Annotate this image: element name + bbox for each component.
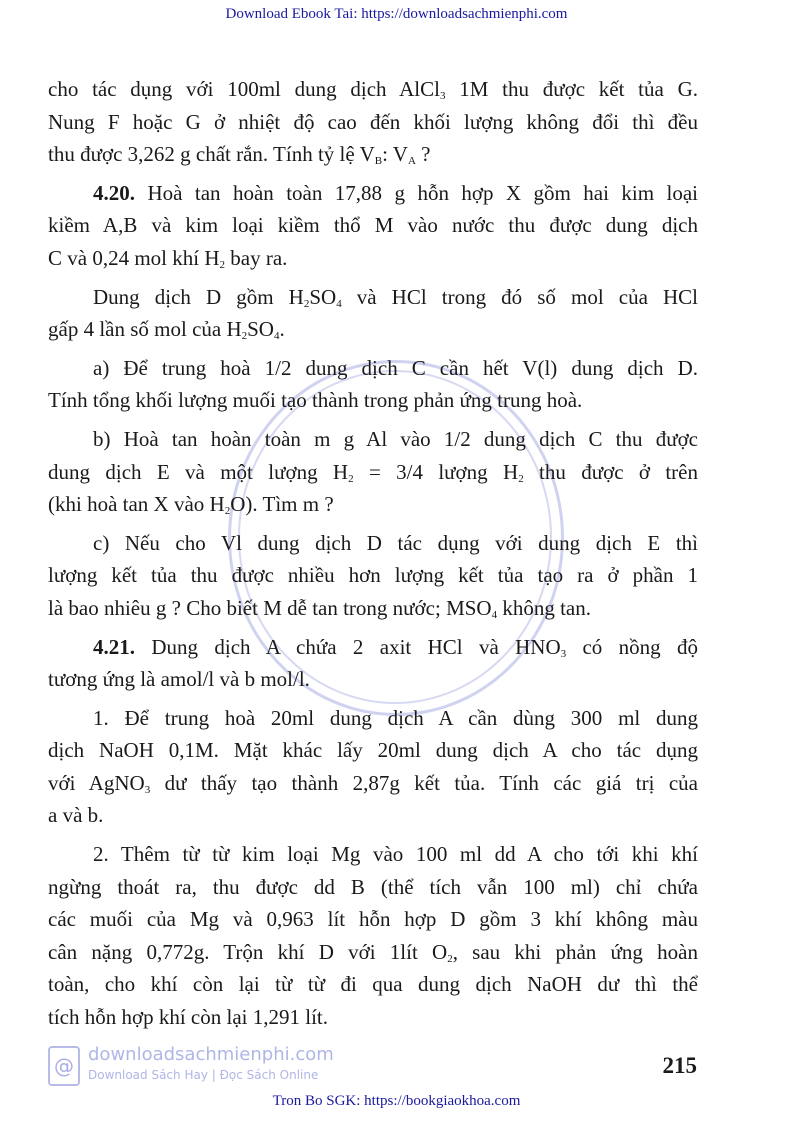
- text-line: các muối của Mg và 0,963 lít hỗn hợp D gồm 3 khí không màu: [48, 907, 698, 932]
- paragraph: [48, 838, 698, 1034]
- text-line: a) Để trung hoà 1/2 dung dịch C cần hết V(l) dung dịch D.: [93, 355, 698, 380]
- text-line: 1. Để trung hoà 20ml dung dịch A cần dùng 300 ml dung: [93, 705, 698, 730]
- paragraph: [48, 527, 698, 625]
- text-line: cho tác dụng với 100ml dung dịch AlCl$_3$ 1M thu được kết tủa G.: [48, 77, 698, 102]
- text-line: C và 0,24 mol khí $H_2$ bay ra.: [48, 245, 288, 271]
- paragraph: [48, 177, 698, 275]
- exercise-number: 4.21.: [93, 634, 135, 659]
- text-line: ngừng thoát ra, thu được dd B (thể tích vẫn 100 ml) chỉ chứa: [48, 874, 698, 899]
- text-line: (khi hoà tan X vào $H_2O$). Tìm m ?: [48, 492, 334, 518]
- footer-link[interactable]: Tron Bo SGK: https://bookgiaokhoa.com: [272, 1093, 521, 1109]
- exercise-number: 4.20.: [93, 180, 135, 205]
- watermark-notebook-icon: @: [48, 1046, 80, 1086]
- text-line: Tính tổng khối lượng muối tạo thành trong phản ứng trung hoà.: [48, 388, 583, 413]
- text-line: tương ứng là amol/l và b mol/l.: [48, 667, 310, 692]
- text-line: kiềm A,B và kim loại kiềm thổ M vào nước thu được dung dịch: [48, 213, 698, 238]
- text-line: a và b.: [48, 803, 104, 828]
- header-download-link[interactable]: Download Ebook Tai: https://downloadsachmienphi.com: [225, 6, 568, 22]
- paragraph: [48, 281, 698, 346]
- text-line: c) Nếu cho Vl dung dịch D tác dụng với dung dịch E thì: [93, 530, 698, 555]
- text-line: b) Hoà tan hoàn toàn m g Al vào 1/2 dung dịch C thu được: [93, 426, 698, 451]
- paragraph: [48, 352, 698, 417]
- paragraph: [48, 423, 698, 521]
- paragraph: [48, 702, 698, 832]
- text-line: là bao nhiêu g ? Cho biết M dễ tan trong nước; $MSO_4$ không tan.: [48, 595, 591, 621]
- text-line: với AgNO$_3$ dư thấy tạo thành 2,87g kết tủa. Tính các giá trị của: [48, 770, 698, 796]
- text-line: lượng kết tủa thu được nhiều hơn lượng kết tủa tạo ra ở phần 1: [48, 563, 698, 588]
- text-line: toàn, cho khí còn lại từ từ đi qua dung dịch NaOH dư thì thể: [48, 972, 698, 997]
- text-line: dịch NaOH 0,1M. Mặt khác lấy 20ml dung dịch A cho tác dụng: [48, 738, 698, 763]
- text-line: cân nặng 0,772g. Trộn khí D với 1lít $O_2$, sau khi phản ứng hoàn: [48, 939, 698, 965]
- text-line: 2. Thêm từ từ kim loại Mg vào 100 ml dd A cho tới khi khí: [93, 842, 698, 867]
- watermark-site: downloadsachmienphi.com: [88, 1044, 334, 1065]
- text-line: thu được 3,262 g chất rắn. Tính tỷ lệ $V_B$: $V_A$ ?: [48, 142, 431, 168]
- text-line: dung dịch E và một lượng $H_2 = 3/4$ lượng $H_2$ thu được ở trên: [48, 459, 698, 485]
- watermark-tagline: Download Sách Hay | Đọc Sách Online: [88, 1068, 319, 1082]
- text-line: Nung F hoặc G ở nhiệt độ cao đến khối lượng không đổi thì đều: [48, 109, 698, 134]
- text-line: 4.20. Hoà tan hoàn toàn 17,88 g hỗn hợp X gồm hai kim loại: [93, 180, 698, 205]
- paragraph: [48, 73, 698, 171]
- page-body: [48, 73, 698, 1040]
- page-number: 215: [662, 1053, 697, 1078]
- text-line: Dung dịch D gồm $H_2SO_4$ và HCl trong đó số mol của HCl: [93, 284, 698, 310]
- text-line: tích hỗn hợp khí còn lại 1,291 lít.: [48, 1005, 328, 1030]
- text-line: gấp 4 lần số mol của $H_2SO_4$.: [48, 317, 285, 343]
- paragraph: [48, 631, 698, 696]
- text-line: 4.21. Dung dịch A chứa 2 axit HCl và $HNO_3$ có nồng độ: [93, 634, 698, 660]
